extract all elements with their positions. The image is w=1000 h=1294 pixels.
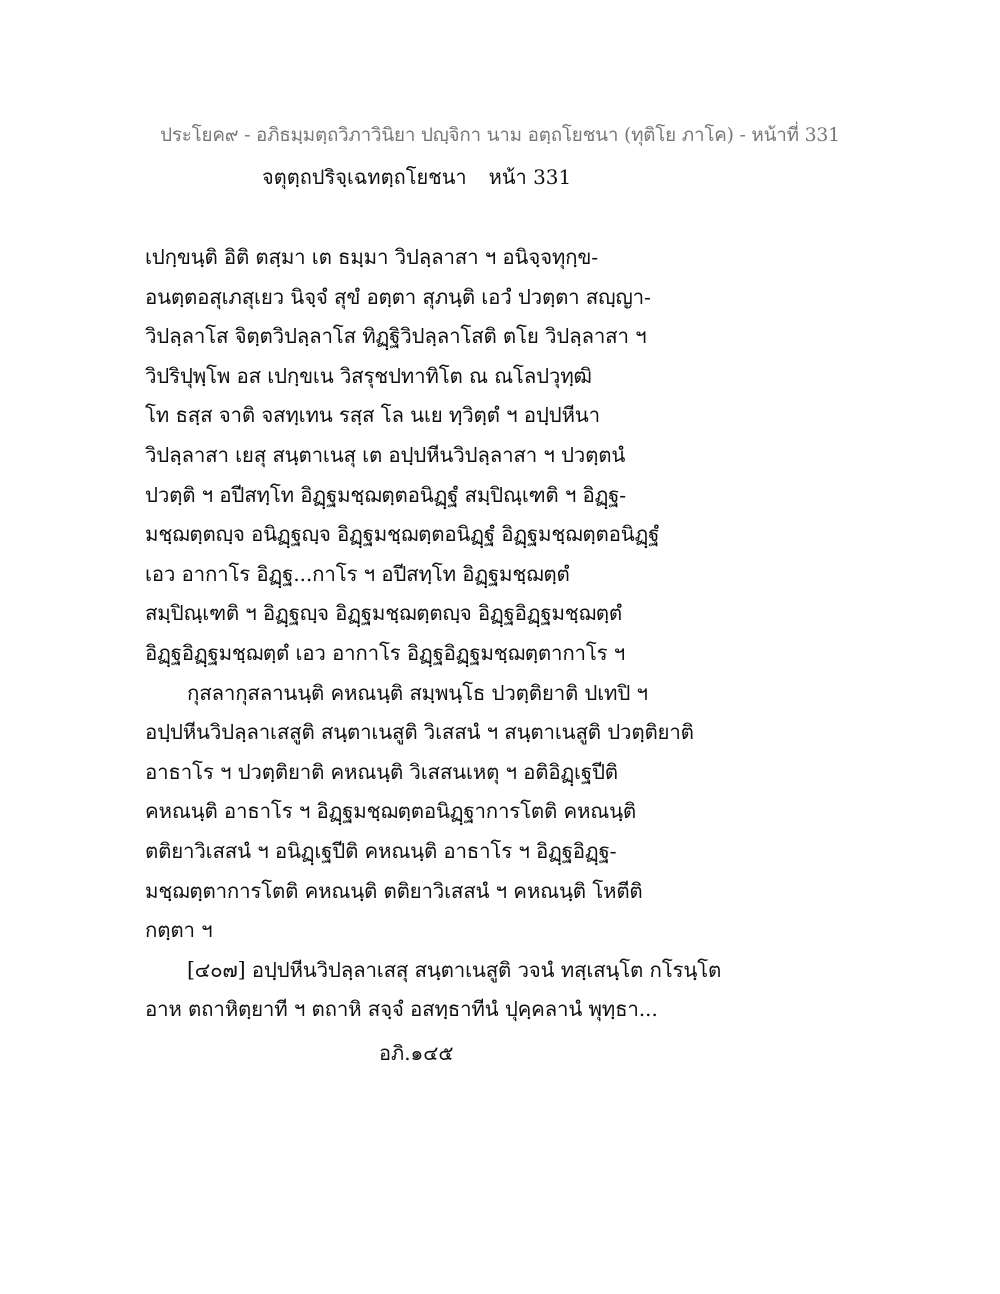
paragraph-start-line: [๔๐๗] อปฺปหีนวิปลฺลาเสสุ สนฺตาเนสูติ วจนํ ทสฺเสนฺโต กโรนฺโต (187, 957, 722, 982)
paragraph-start-line: กุสลากุสลานนฺติ คหณนฺติ สมฺพนฺโธ ปวตฺติยาติ ปเทปิ ฯ (187, 680, 648, 705)
running-header: ประโยค๙ - อภิธมฺมตฺถวิภาวินิยา ปญฺจิกา นาม อตฺถโยชนา (ทุติโย ภาโค) - หน้าที่ 331 (160, 125, 840, 146)
text-line: มชฺฌตฺตาการโตติ คหณนฺติ ตติยาวิเสสนํ ฯ คหณนฺติ โหตีติ (145, 878, 643, 903)
text-line: อนตฺตอสุเภสุเยว นิจฺจํ สุขํ อตฺตา สุภนฺติ เอวํ ปวตฺตา สญฺญา- (145, 284, 651, 309)
text-line: โท ธสฺส จาติ จสทฺเทน รสฺส โล นเย ทฺวิตฺตํ ฯ อปฺปหีนา (145, 403, 600, 428)
text-line: วิปลฺลาสา เยสุ สนฺตาเนสุ เต อปฺปหีนวิปลฺลาสา ฯ ปวตฺตนํ (145, 442, 626, 467)
text-line: เปกฺขนฺติ อิติ ตสฺมา เต ธมฺมา วิปลฺลาสา ฯ อนิจฺจทุกฺข- (145, 245, 598, 269)
section-title: จตุตฺถปริจฺเฉทตฺถโยชนา (262, 165, 467, 189)
page-code: อภิ.๑๔๕ (379, 1041, 454, 1065)
text-line: คหณนฺติ อาธาโร ฯ อิฏฺฐมชฺฌตฺตอนิฏฺฐาการโตติ คหณนฺติ (145, 799, 637, 824)
text-line: อาห ตถาหิตฺยาที ฯ ตถาหิ สจฺจํ อสทฺธาทีนํ ปุคฺคลานํ พุทฺธา... (145, 997, 658, 1022)
text-line: มชฺฌตฺตญฺจ อนิฏฺฐญฺจ อิฏฺฐมชฺฌตฺตอนิฏฺฐํ อิฏฺฐมชฺฌตฺตอนิฏฺฐํ (145, 522, 660, 547)
text-line: เอว อากาโร อิฏฺฐ...กาโร ฯ อปีสทฺโท อิฏฺฐมชฺฌตฺตํ (145, 561, 570, 586)
text-line: ตติยาวิเสสนํ ฯ อนิฏฺเฐปีติ คหณนฺติ อาธาโร ฯ อิฏฺฐอิฏฺฐ- (145, 838, 617, 863)
page-label: หน้า 331 (488, 165, 572, 189)
body-text (145, 238, 722, 1030)
text-line: วิปลฺลาโส จิตฺตวิปลฺลาโส ทิฏฺฐิวิปลฺลาโสติ ตโย วิปลฺลาสา ฯ (145, 324, 647, 349)
text-line: กตฺตา ฯ (145, 918, 213, 943)
text-line: อาธาโร ฯ ปวตฺติยาติ คหณนฺติ วิเสสนเหตุ ฯ อติอิฏฺเฐปีติ (145, 759, 618, 784)
section-header (262, 161, 571, 193)
text-line: ปวตฺติ ฯ อปีสทฺโท อิฏฺฐมชฺฌตฺตอนิฏฺฐํ สมฺปิณฺเฑติ ฯ อิฏฺฐ- (145, 482, 627, 507)
text-line: อิฏฺฐอิฏฺฐมชฺฌตฺตํ เอว อากาโร อิฏฺฐอิฏฺฐมชฺฌตฺตากาโร ฯ (145, 640, 626, 665)
text-line: วิปริปุพฺโพ อส เปกฺขเน วิสรุชปทาทิโต ณ ณโลปวุทฺฒิ (145, 363, 592, 388)
text-line: สมฺปิณฺเฑติ ฯ อิฏฺฐญฺจ อิฏฺฐมชฺฌตฺตญฺจ อิฏฺฐอิฏฺฐมชฺฌตฺตํ (145, 601, 623, 626)
text-line: อปฺปหีนวิปลฺลาเสสูติ สนฺตาเนสูติ วิเสสนํ ฯ สนฺตาเนสูติ ปวตฺติยาติ (145, 720, 694, 745)
